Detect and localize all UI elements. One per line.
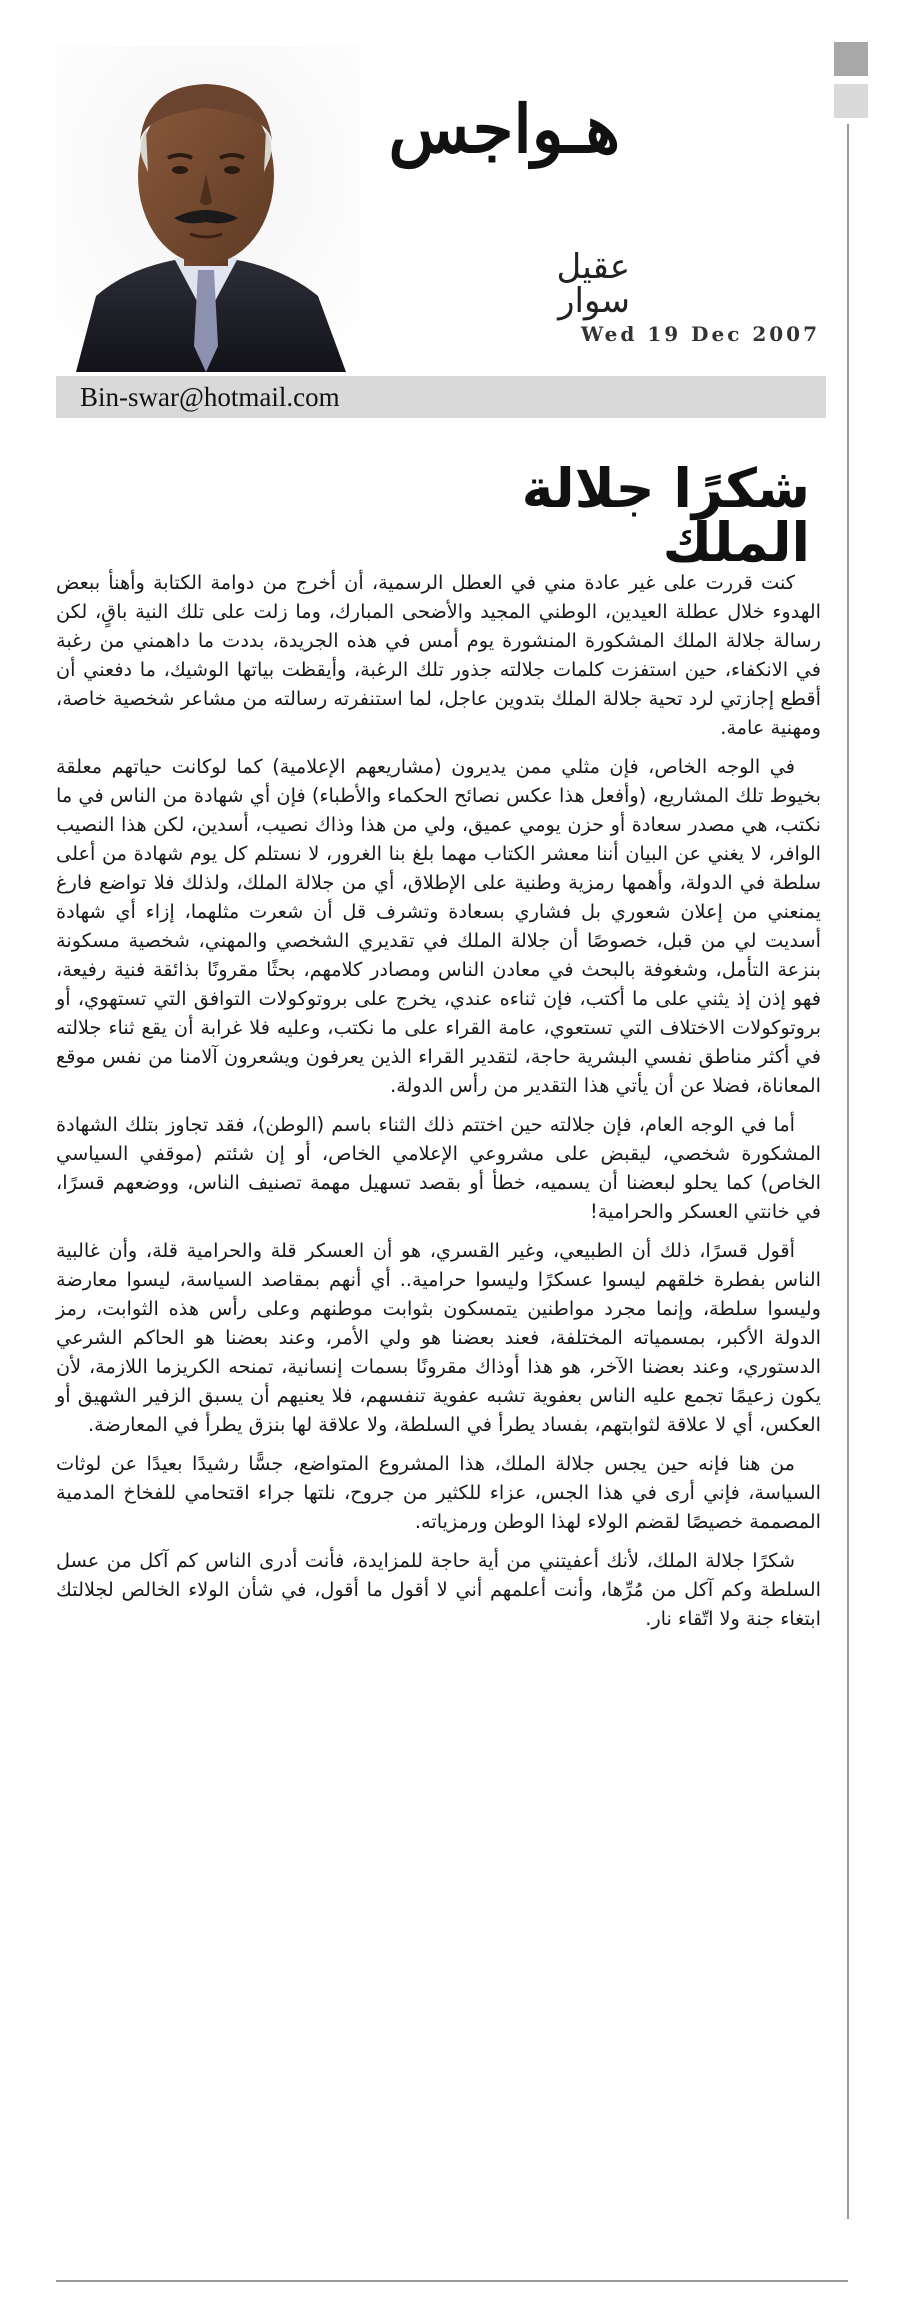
email-bar bbox=[56, 376, 826, 418]
article-paragraph: في الوجه الخاص، فإن مثلي ممن يديرون (مشاريعهم الإعلامية) كما لوكانت حياتهم معلقة بخيوط تلك المشاريع، (وأفعل هذا عكس نصائح الحكماء والأطباء) فإن أي شهادة من الناس في ما نكتب، هي مصدر سعادة أو حزن يومي عميق، ولي من هذا وذاك نصيب، أسدين، لكن هذا النصيب الوافر، لا يغني عن البيان أننا معشر الكتاب مهما بلغ بنا الغرور، لا نستلم كل يوم شهادة من أعلى سلطة في الدولة، وأهمها رمزية وطنية على الإطلاق، أي من جلالة الملك، ولذلك فلا تواضع فارغ يمنعني من إعلان شعوري بل فشاري بسعادة وتشرف قل أن شعرت مثلهما، إزاء أي شهادة أسديت لي من قبل، خصوصًا أن جلالة الملك في تقديري الشخصي والمهني، شخصية مسكونة بنزعة التأمل، وشغوفة بالبحث في معادن الناس ومصادر كلامهم، بحثًا مقرونًا بذائقة فنية رفيعة، فهو إذن إذ يثني على ما أكتب، فإن ثناءه عندي، يخرج على بروتوكولات التوافق التي تستهوي، أو بروتوكولات الاختلاف التي تستعوي، عامة القراء على ما نكتب، وعليه فلا غرابة أن يقع ثناء جلالته في أكثر مناطق نفسي البشرية حاجة، لتقدير القراء الذين يعرفون ويشعرون آلامنا من نفس موقع المعاناة، فضلا عن أن يأتي هذا التقدير من رأس الدولة. bbox=[56, 755, 821, 1097]
article-paragraph: أقول قسرًا، ذلك أن الطبيعي، وغير القسري، هو أن العسكر قلة والحرامية قلة، وأن غالبية الناس بفطرة خلقهم ليسوا عسكرًا وليسوا حرامية.. أي أنهم بمقاصد السياسة، ليسوا معارضة وليسوا سلطة، وإنما مجرد مواطنين يتمسكون بثوابت موطنهم وعلى رأس هذه الثوابت، رمز الدولة الأكبر، بمسمياته المختلفة، فعند بعضنا هو ولي الأمر، وعند بعضنا هو الحاكم الشرعي الدستوري، وعند بعضنا الآخر، هو هذا أوذاك مقرونًا بسمات إنسانية، تمنحه الكريزما اللازمة، لأن يكون زعيمًا تجمع عليه الناس بعفوية تشبه عفوية تنفسهم، فلا يعنيهم أن يسبق الزفير الشهيق أو العكس، أي لا علاقة لثوابتهم، بفساد يطرأ في السلطة، ولا علاقة لها بنزق يطرأ في المعارضة. bbox=[56, 1239, 821, 1436]
article-headline: شكرًا جلالة الملك bbox=[521, 457, 810, 574]
article-paragraph: كنت قررت على غير عادة مني في العطل الرسمية، أن أخرج من دوامة الكتابة وأهنأ ببعض الهدوء خلال عطلة العيدين، الوطني المجيد والأضحى المبارك، وما زلت على تلك النية باقٍ، لكن رسالة جلالة الملك المشكورة المنشورة يوم أمس في هذه الجريدة، بددت ما داهمني من رغبة في الانكفاء، حين استفزت كلمات جلالته جذور تلك الرغبة، وأيقظت بياتها الوشيك، ما دفعني أن أقطع إجازتي لرد تحية جلالة الملك بتدوين عاجل، لما استنفرته رسالته من مشاعر شخصية خاصة، ومهنية عامة. bbox=[56, 571, 821, 739]
author-portrait bbox=[56, 46, 360, 372]
article-body bbox=[56, 568, 821, 1643]
corner-square-light bbox=[834, 84, 868, 118]
column-title: هـواجس bbox=[388, 90, 620, 168]
publish-date: Wed 19 Dec 2007 bbox=[580, 322, 820, 346]
corner-square-dark bbox=[834, 42, 868, 76]
article-paragraph: من هنا فإنه حين يجس جلالة الملك، هذا المشروع المتواضع، جسًّا رشيدًا بعيدًا عن لوثات السياسة، فإني أرى في هذا الجس، عزاء للكثير من جروح، نلتها جراء اقتحامي للفخاخ المدمية المصممة خصيصًا لقضم الولاء لهذا الوطن ورمزياته. bbox=[56, 1452, 821, 1533]
author-name: عقيل سوار bbox=[556, 247, 630, 321]
column-divider bbox=[847, 124, 849, 2219]
bottom-rule bbox=[56, 2280, 848, 2282]
article-paragraph: شكرًا جلالة الملك، لأنك أعفيتني من أية حاجة للمزايدة، فأنت أدرى الناس كم آكل من عسل السلطة وكم آكل من مُرِّها، وأنت أعلمهم أني لا أقول ما أقول، في شأن الولاء الخالص لجلالتك ابتغاء جنة ولا اتّقاء نار. bbox=[56, 1549, 821, 1630]
author-email[interactable]: Bin-swar@hotmail.com bbox=[80, 382, 340, 412]
article-paragraph: أما في الوجه العام، فإن جلالته حين اختتم ذلك الثناء باسم (الوطن)، فقد تجاوز بتلك الشهادة المشكورة شخصي، ليقبض على مشروعي الإعلامي الخاص، أو إن شئتم (موقفي السياسي الخاص) كما يحلو لبعضنا أن يسميه، خطأ أو بقصد تسهيل مهمة تصنيف الناس، ووضعهم قسرًا، في خانتي العسكر والحرامية! bbox=[56, 1113, 821, 1223]
